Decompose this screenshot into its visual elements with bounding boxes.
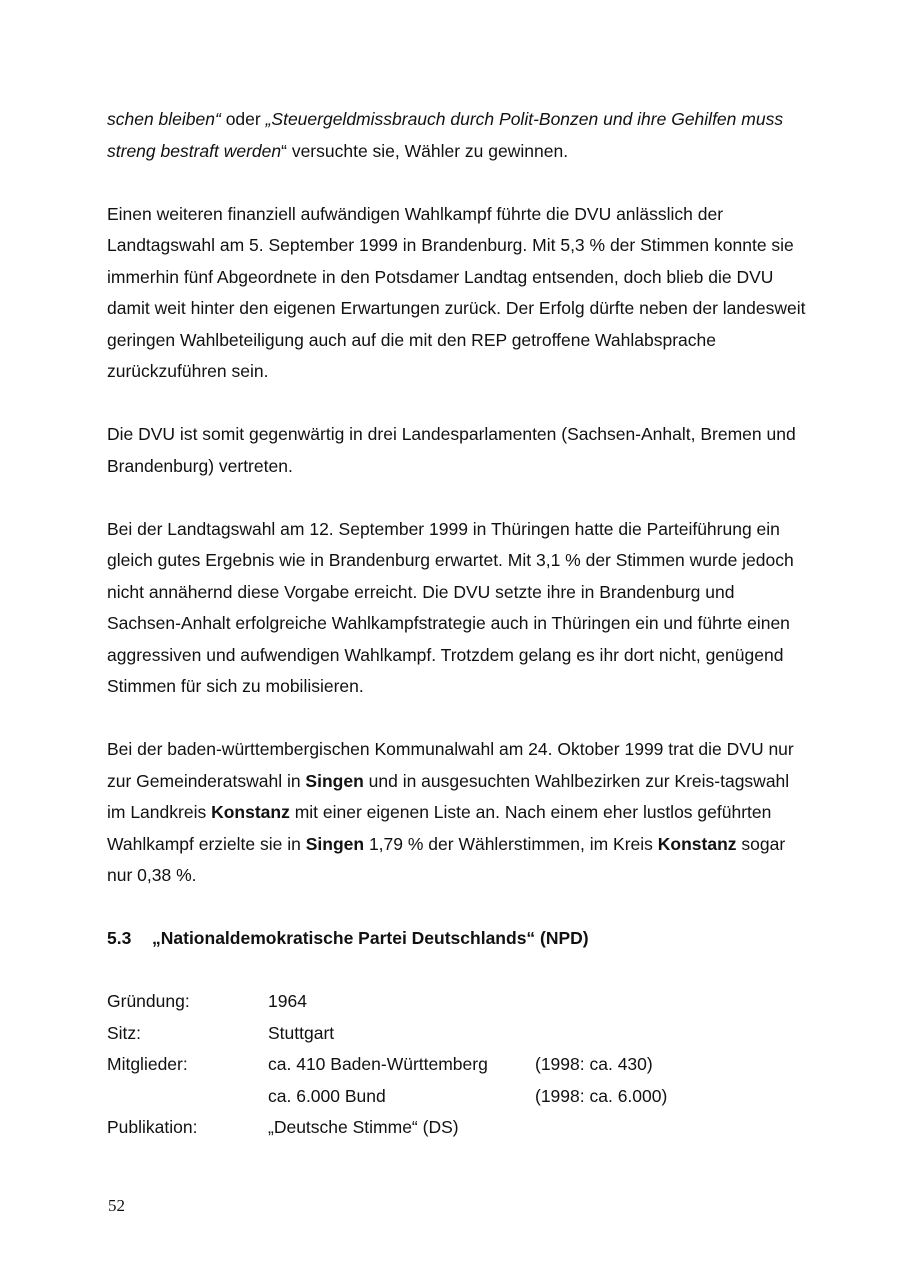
- fact-extra: [535, 986, 667, 1018]
- paragraph-5-text: sogar nur 0,38 %.: [107, 833, 786, 885]
- paragraph-5-text: und in ausgesuchten Wahlbezirken zur Kreis-tagswahl im Landkreis: [107, 770, 790, 822]
- place-singen: Singen: [305, 770, 364, 791]
- fact-extra: (1998: ca. 6.000): [535, 1085, 668, 1106]
- table-row: [107, 1018, 667, 1050]
- table-row: [107, 986, 667, 1018]
- table-row: [107, 1049, 667, 1081]
- table-row: [107, 1112, 667, 1144]
- fact-value: Stuttgart: [268, 1022, 335, 1043]
- fact-value: 1964: [268, 991, 307, 1011]
- paragraph-1: [107, 104, 807, 167]
- table-row: [107, 1081, 667, 1113]
- place-konstanz: Konstanz: [657, 833, 737, 854]
- paragraph-5-text: 1,79 % der Wählerstimmen, im Kreis: [364, 833, 658, 854]
- fact-value: „Deutsche Stimme“ (DS): [268, 1117, 459, 1137]
- paragraph-4: Bei der Landtagswahl am 12. September 1999 in Thüringen hatte die Parteiführung ein gleich gutes Ergebnis wie in Brandenburg erwartet. Mit 3,1 % der Stimmen wurde jedoch nicht annähernd diese Vorgabe erreicht. Die DVU setzte ihre in Brandenburg und Sachsen-Anhalt erfolgreiche Wahlkampfstrategie auch in Thüringen ein und führte einen aggressiven und aufwendigen Wahlkampf. Trotzdem gelang es ihr dort nicht, genügend Stimmen für sich zu mobilisieren.: [107, 518, 794, 696]
- fact-value: ca. 410 Baden-Württemberg: [268, 1054, 488, 1074]
- quote-1: schen bleiben“: [107, 109, 221, 129]
- document-body: [107, 104, 807, 1144]
- fact-label: Gründung:: [107, 991, 190, 1011]
- fact-value: ca. 6.000 Bund: [268, 1085, 386, 1106]
- fact-extra: (1998: ca. 430): [535, 1054, 653, 1074]
- place-konstanz: Konstanz: [211, 802, 290, 822]
- fact-label: [107, 1081, 268, 1113]
- party-facts-table: [107, 986, 667, 1144]
- paragraph-3: Die DVU ist somit gegenwärtig in drei Landesparlamenten (Sachsen-Anhalt, Bremen und Brandenburg) vertreten.: [107, 424, 796, 476]
- section-title: „Nationaldemokratische Partei Deutschlands“ (NPD): [152, 928, 589, 948]
- paragraph-1-text: oder: [220, 109, 266, 129]
- quote-2: „Steuergeldmissbrauch durch Polit-Bonzen und ihre Gehilfen muss streng bestraft werden: [107, 109, 784, 161]
- place-singen: Singen: [305, 833, 365, 854]
- section-heading: [107, 923, 807, 955]
- fact-label: Publikation:: [107, 1117, 198, 1137]
- paragraph-2: Einen weiteren finanziell aufwändigen Wahlkampf führte die DVU anlässlich der Landtagswahl am 5. September 1999 in Brandenburg. Mit 5,3 % der Stimmen konnte sie immerhin fünf Abgeordnete in den Potsdamer Landtag entsenden, doch blieb die DVU damit weit hinter den eigenen Erwartungen zurück. Der Erfolg dürfte neben der landesweit geringen Wahlbeteiligung auch auf die mit den REP getroffene Wahlabsprache zurückzuführen sein.: [107, 203, 806, 381]
- paragraph-5-text: mit einer eigenen Liste an. Nach einem eher lustlos geführten Wahlkampf erzielte sie in: [107, 802, 772, 854]
- paragraph-5: [107, 734, 807, 892]
- section-number: 5.3: [107, 928, 132, 948]
- page-number: 52: [108, 1196, 125, 1215]
- fact-label: Sitz:: [107, 1022, 142, 1043]
- paragraph-5-text: Bei der baden-württembergischen Kommunalwahl am 24. Oktober 1999 trat die DVU nur zur Gemeinderatswahl in: [107, 739, 794, 791]
- paragraph-1-text-end: “ versuchte sie, Wähler zu gewinnen.: [281, 140, 569, 161]
- fact-label: Mitglieder:: [107, 1054, 188, 1074]
- fact-extra: [535, 1018, 667, 1050]
- fact-extra: [535, 1112, 667, 1144]
